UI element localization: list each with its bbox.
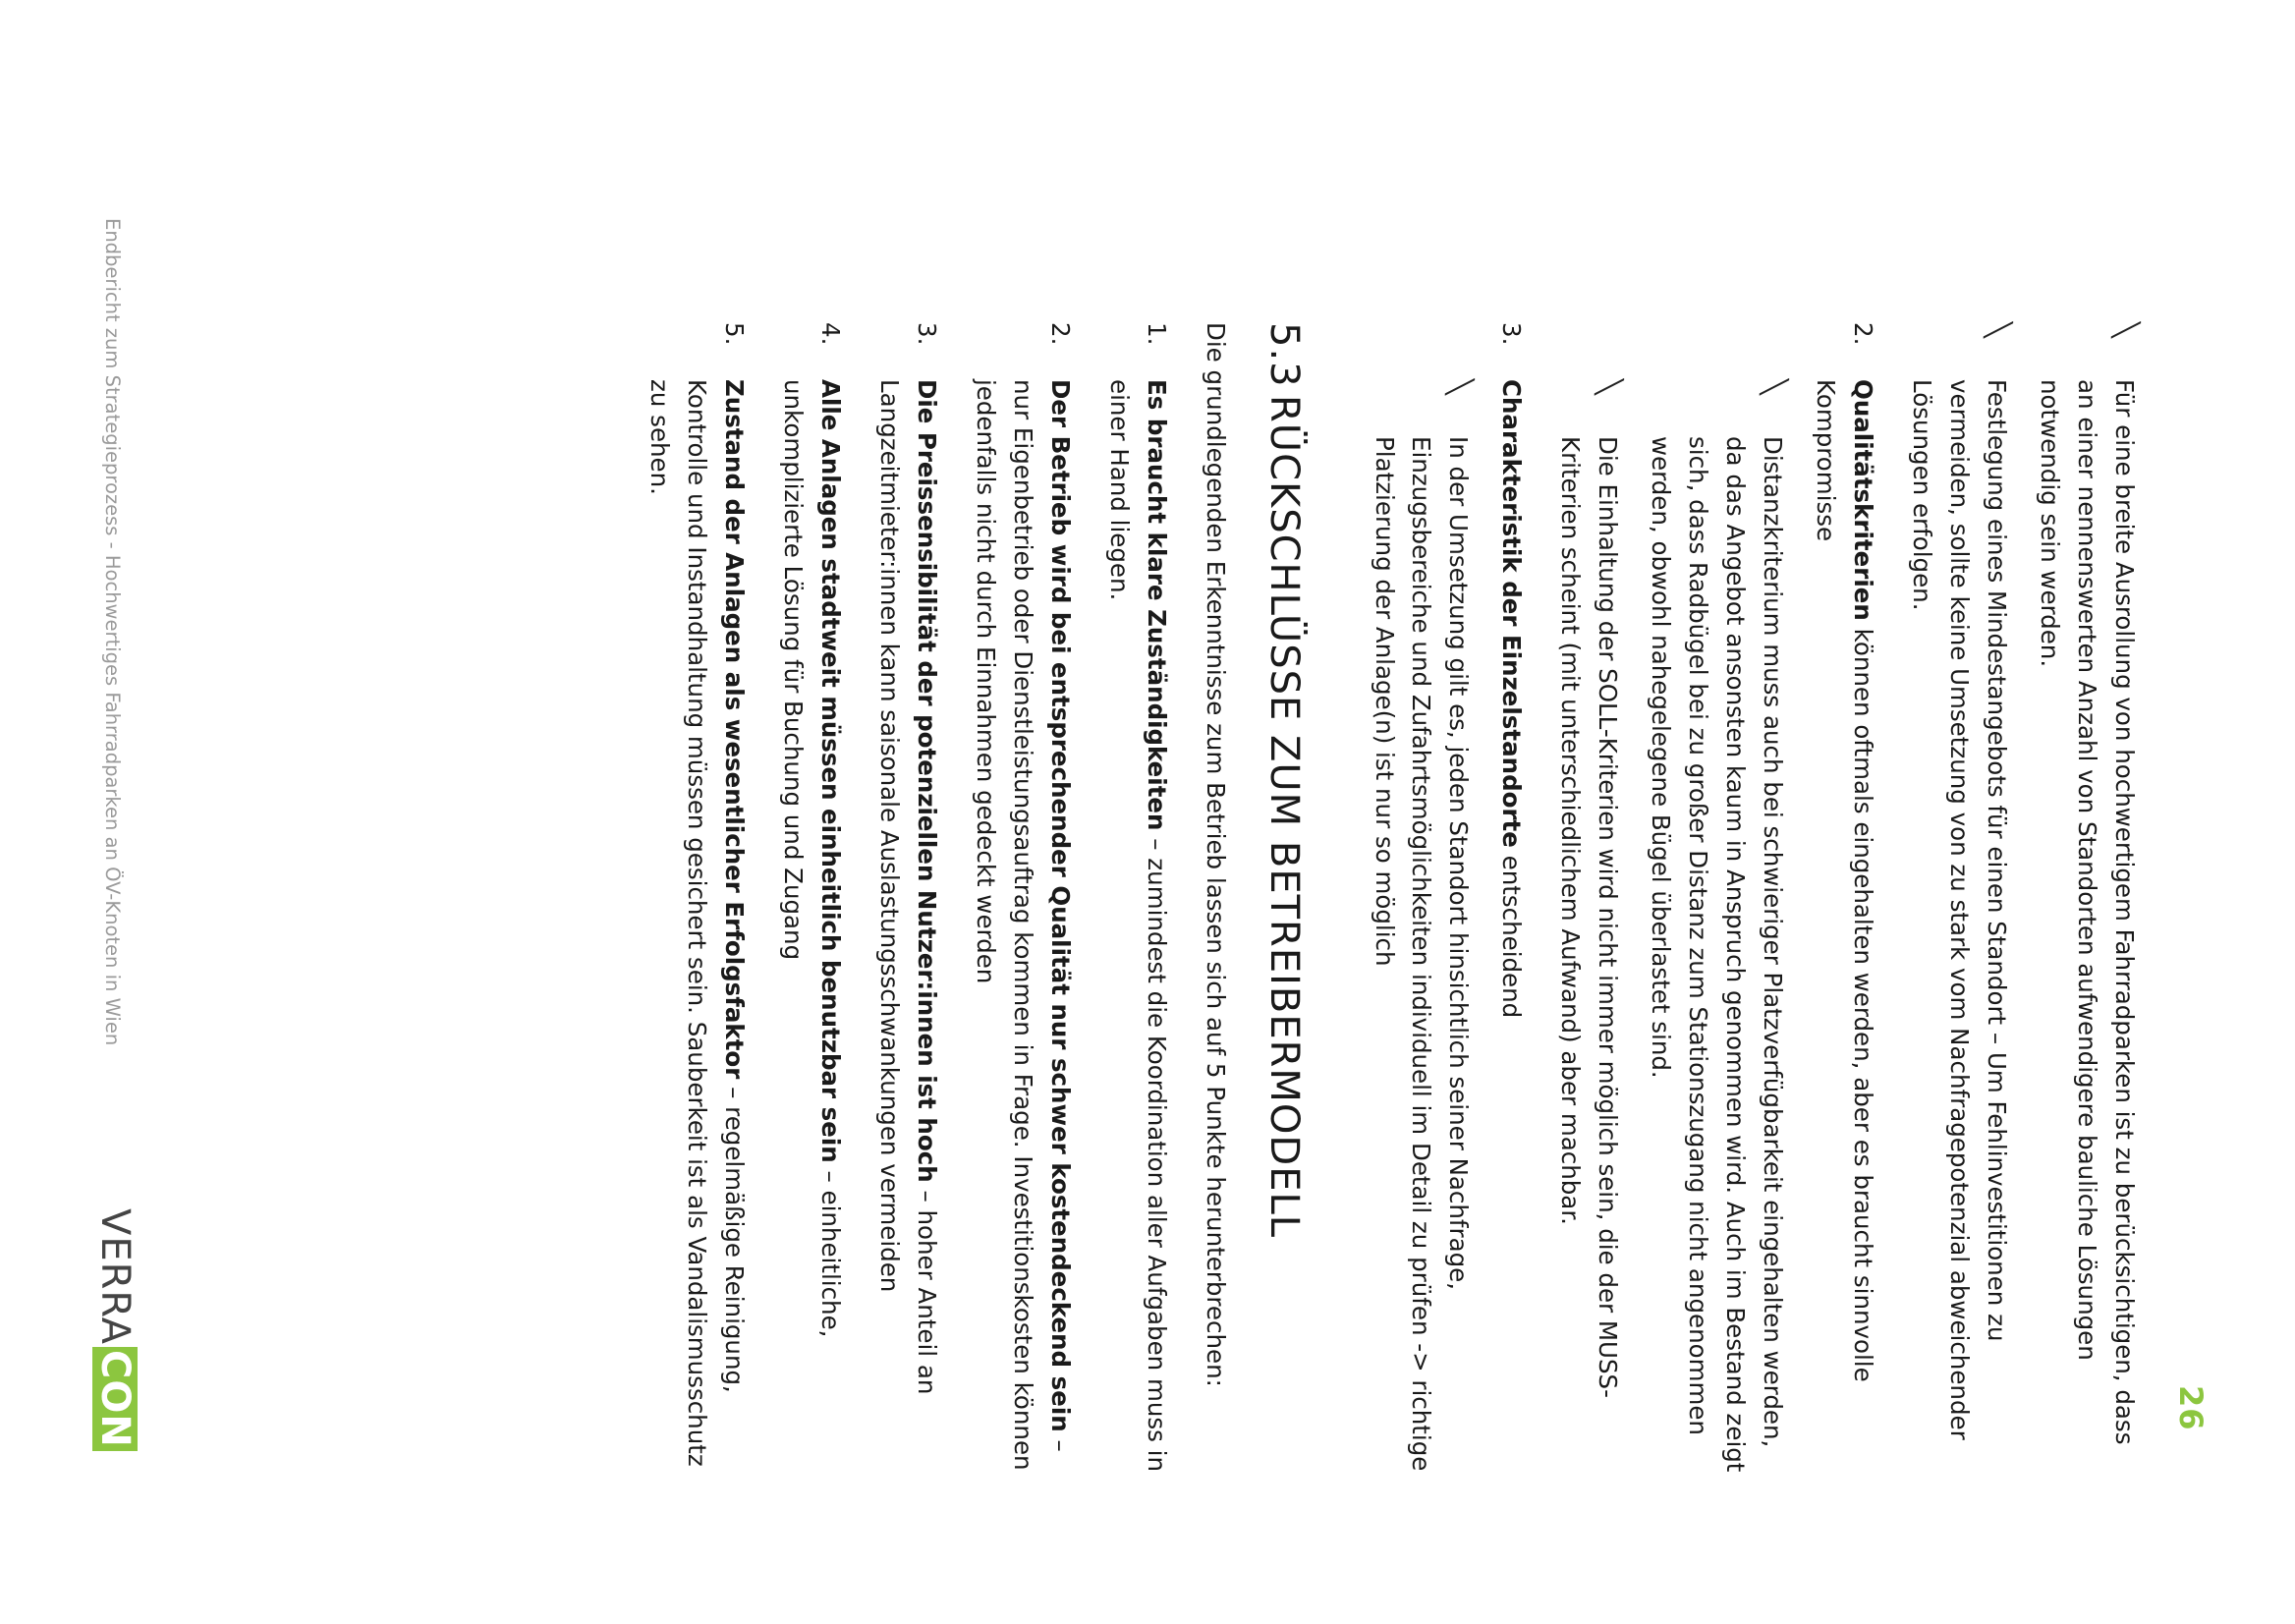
point-number: 4. <box>815 322 845 346</box>
point-text: können oftmals eingehalten werden, aber es braucht sinnvolle Kompromisse <box>1812 379 1878 1382</box>
section-title: RÜCKSCHLÜSSE ZUM BETREIBERMODELL <box>1260 395 1307 1239</box>
footer-text: Endbericht zum Strategieprozess - Hochwertiges Fahrradparken an ÖV-Knoten in Wien <box>101 218 124 1046</box>
point-text: – einheitliche, unkomplizierte Lösung für Buchung und Zugang <box>778 379 845 1338</box>
bullet-item: ╲ Die Einhaltung der SOLL-Kriterien wird nicht immer möglich sein, die der MUSS-Kriterien scheint (mit unterschiedlichem Aufwand) aber machbar. <box>1551 379 1626 1482</box>
numbered-point <box>641 322 753 1482</box>
logo-text-verra: VERRA <box>92 1208 138 1345</box>
numbered-point <box>774 322 849 1482</box>
point-heading: Charakteristik der Einzelstandorte <box>1497 379 1527 848</box>
numbered-point <box>967 322 1079 1482</box>
point-heading: Es braucht klare Zuständigkeiten <box>1142 379 1171 831</box>
section-heading <box>1254 322 1315 1482</box>
point-heading: Die Preissensibilität der potenziellen Nutzer:innen ist hoch <box>912 379 941 1183</box>
bullet-item: ╲ Für eine breite Ausrollung von hochwertigem Fahrradparken ist zu berücksichtigen, dass an einer nennenswerten Anzahl von Standorten aufwendigere bauliche Lösungen notwendig sein werden. <box>2031 322 2143 1482</box>
page-number: 26 <box>2172 1385 2210 1431</box>
section-number: 5.3 <box>1260 322 1307 388</box>
bullet-item: ╲ Festlegung eines Mindestangebots für einen Standort – Um Fehlinvestitionen zu vermeiden, sollte keine Umsetzung von zu stark vom Nachfragepotenzial abweichender Lösungen erfolgen. <box>1903 322 2015 1482</box>
section-intro: Die grundlegenden Erkenntnisse zum Betrieb lassen sich auf 5 Punkte herunterbrechen: <box>1201 322 1230 1387</box>
point-number: 5. <box>719 322 749 346</box>
bullet-item: ╲ In der Umsetzung gilt es, jeden Standort hinsichtlich seiner Nachfrage, Einzugsbereiche und Zufahrtsmöglichkeiten individuell im Detail zu prüfen -> richtige Platzierung der Anlage(n) ist nur so möglich <box>1366 379 1478 1482</box>
point-number: 1. <box>1142 322 1171 346</box>
point-text: – zumindest die Koordination aller Aufgaben muss in einer Hand liegen. <box>1104 379 1171 1473</box>
numbered-point <box>870 322 945 1482</box>
numbered-point <box>1100 322 1175 1482</box>
point-heading: Alle Anlagen stadtweit müssen einheitlich benutzbar sein <box>815 379 845 1163</box>
point-number: 2. <box>1045 322 1075 346</box>
point-heading: Zustand der Anlagen als wesentlicher Erfolgsfaktor <box>719 379 749 1080</box>
point-text: – hoher Anteil an Langzeitmieter:innen kann saisonale Auslastungsschwankungen vermeiden <box>874 379 941 1395</box>
point-heading: Der Betrieb wird bei entsprechender Qualität nur schwer kostendeckend sein <box>1045 379 1075 1432</box>
point-text: – regelmäßige Reinigung, Kontrolle und Instandhaltung müssen gesichert sein. Sauberkeit ist als Vandalismusschutz zu sehen. <box>644 379 749 1467</box>
point-number: 3. <box>1497 322 1527 346</box>
point-number: 3. <box>912 322 941 346</box>
bullet-item: ╲ Distanzkriterium muss auch bei schwieriger Platzverfügbarkeit eingehalten werden, da das Angebot ansonsten kaum in Anspruch genommen wird. Auch im Bestand zeigt sich, dass Radbügel bei zu großer Distanz zum Stationszugang nicht angenommen werden, obwohl nahegelegene Bügel überlastet sind. <box>1642 379 1791 1482</box>
numbered-point <box>1492 322 1530 1482</box>
point-text: – nur Eigenbetrieb oder Dienstleistungsauftrag kommen in Frage. Investitionskosten können jedenfalls nicht durch Einnahmen gedeckt werden <box>971 379 1075 1471</box>
logo-text-con: CON <box>92 1347 138 1451</box>
point-heading: Qualitätskriterien <box>1849 379 1878 621</box>
document-body <box>625 322 2143 1482</box>
company-logo <box>92 1208 138 1451</box>
point-text: entscheidend <box>1497 847 1527 1019</box>
numbered-point <box>1807 322 1881 1482</box>
point-number: 2. <box>1849 322 1878 346</box>
